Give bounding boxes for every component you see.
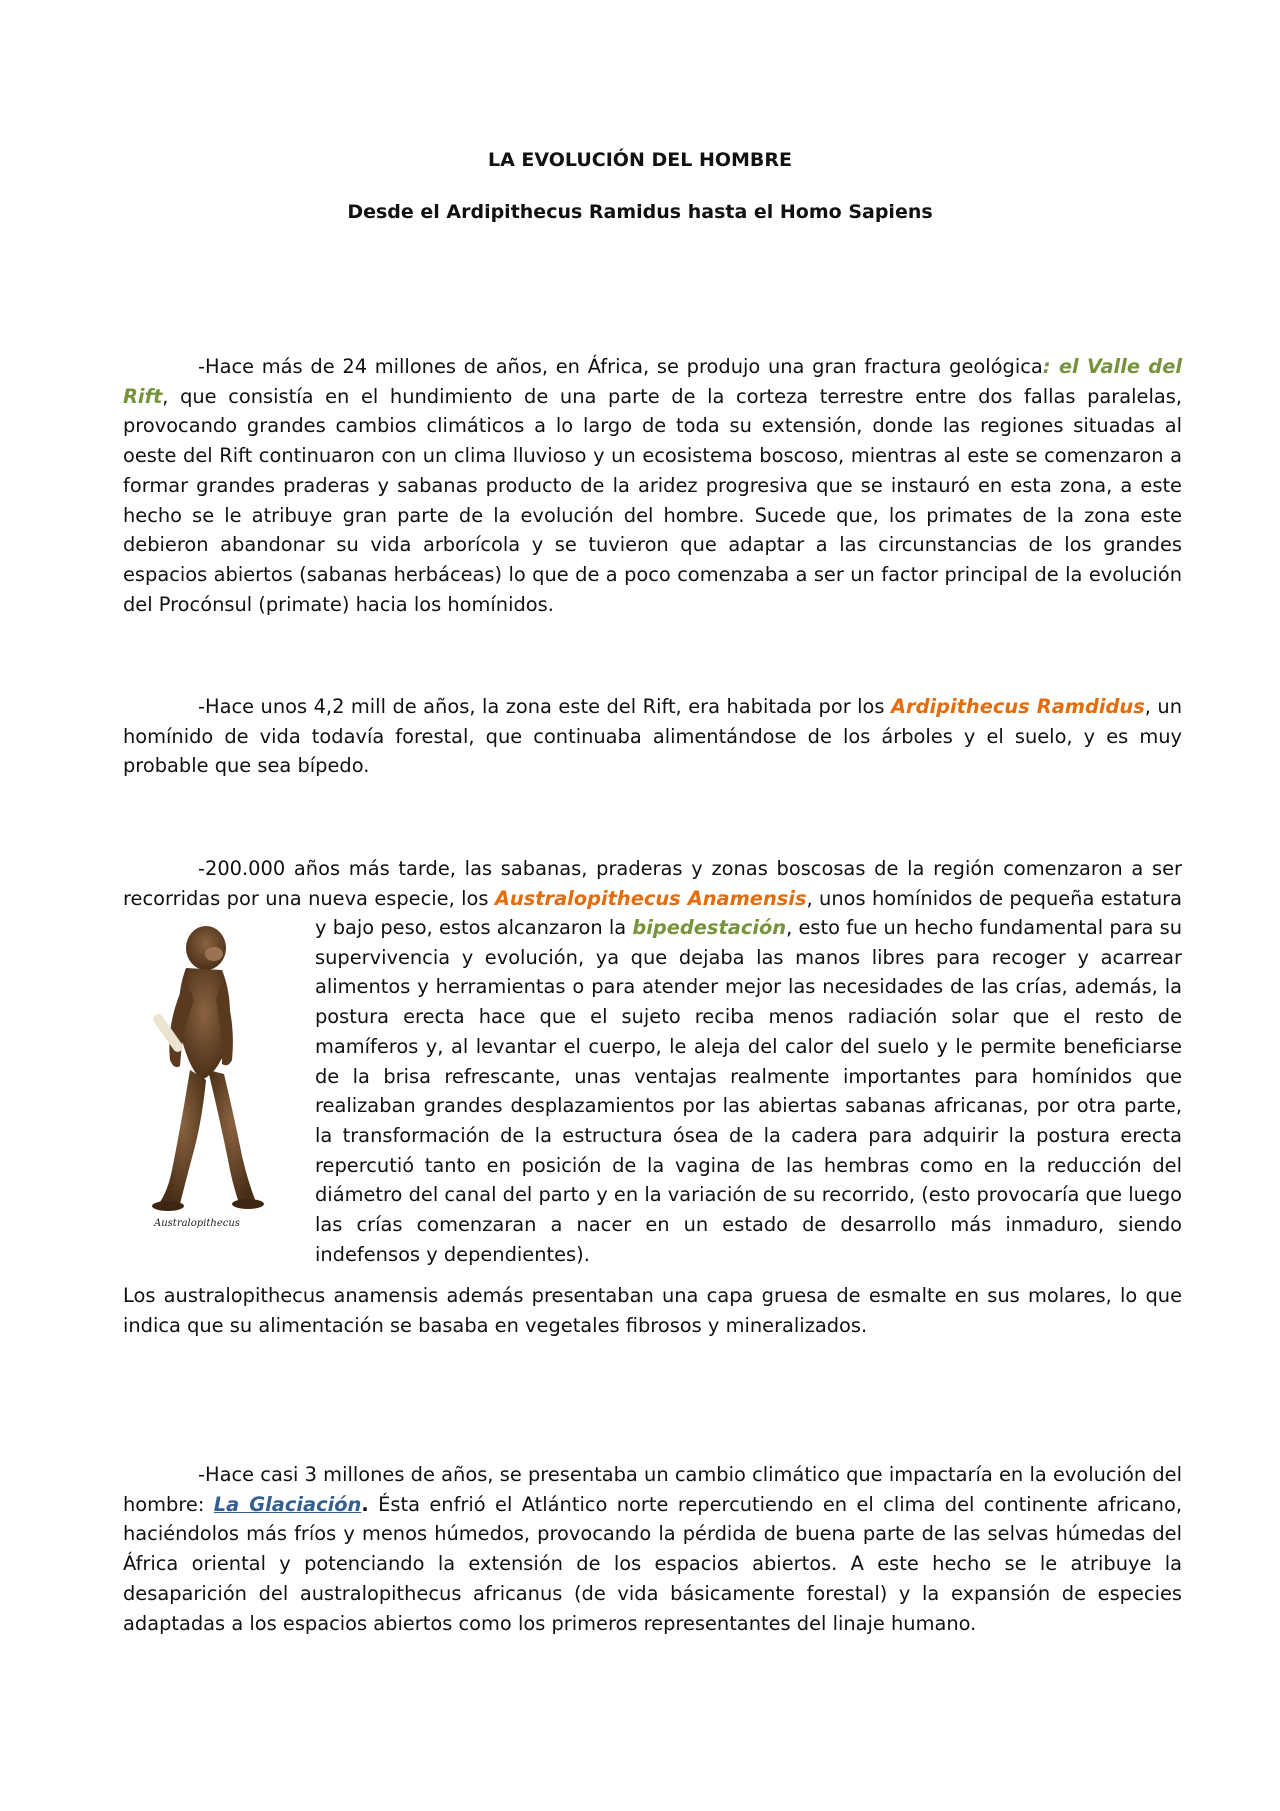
paragraph-glaciacion (123, 1460, 1182, 1638)
p3-text-c: y bajo peso, estos alcanzaron la (315, 916, 633, 939)
p4-text-b: Ésta enfrió el Atlántico norte repercutiendo en el clima del continente africano, haciéndolos más fríos y menos húmedos, provocando la pérdida de buena parte de las selvas húmedas del África oriental y potenciando la extensión de los espacios abiertos. A este hecho se le atribuye la desaparición del australopithecus africanus (de vida básicamente forestal) y la expansión de especies adaptadas a los espacios abiertos como los primeros representantes del linaje humano. (123, 1492, 1182, 1635)
p3-text-d: , esto fue un hecho fundamental para su supervivencia y evolución, ya que dejaba las manos libres para recoger y acarrear alimentos y herramientas o para atender mejor las necesidades de las crías, además, la postura erecta hace que el sujeto reciba menos radiación solar que el resto de mamíferos y, al levantar el cuerpo, le aleja del calor del suelo y le permite beneficiarse de la brisa refrescante, unas ventajas realmente importantes para homínidos que realizaban grandes desplazamientos por las abiertas sabanas africanas, por otra parte, la transformación de la estructura ósea de la cadera para adquirir la postura erecta repercutió tanto en posición de la vagina de las hembras como en la reducción del diámetro del canal del parto y en la variación de su recorrido, (esto provocaría que luego las crías comenzaran a nacer en un estado de desarrollo más inmaduro, siendo indefensos y dependientes). (315, 916, 1182, 1266)
p4-bold-dot: . (361, 1492, 369, 1516)
highlight-valle-del-rift: : el Valle del Rift (123, 355, 1182, 408)
highlight-australopithecus-anamensis: Australopithecus Anamensis (494, 886, 807, 910)
p3-text-e: Los australopithecus anamensis además presentaban una capa gruesa de esmalte en sus molares, lo que indica que su alimentación se basaba en vegetales fibrosos y mineralizados. (123, 1284, 1182, 1337)
paragraph-rift-valley (123, 352, 1182, 619)
highlight-ardipithecus: Ardipithecus Ramdidus (891, 695, 1145, 718)
paragraph-bipedestacion (315, 913, 1182, 1269)
paragraph-esmalte-molares (123, 1281, 1182, 1340)
highlight-bipedestacion: bipedestación (632, 916, 787, 939)
paragraph-australopithecus-intro (123, 854, 1182, 913)
p3-text-a: -200.000 años más tarde, las sabanas, praderas y zonas boscosas de la región comenzaron a ser recorridas por una nueva especie, los (123, 857, 1182, 910)
p1-text-a: -Hace más de 24 millones de años, en África, se produjo una gran fractura geológica (198, 355, 1043, 378)
australopithecus-figure (124, 920, 284, 1240)
p1-text-b: , que consistía en el hundimiento de una parte de la corteza terrestre entre dos fallas paralelas, provocando grandes cambios climáticos a lo largo de toda su extensión, donde las regiones situadas al oeste del Rift continuaron con un clima lluvioso y un ecosistema boscoso, mientras al este se comenzaron a formar grandes praderas y sabanas producto de la aridez progresiva que se instauró en esta zona, a este hecho se le atribuye gran parte de la evolución del hombre. Sucede que, los primates de la zona este debieron abandonar su vida arborícola y se tuvieron que adaptar a las circunstancias de los grandes espacios abiertos (sabanas herbáceas) lo que de a poco comenzaba a ser un factor principal de la evolución del Procónsul (primate) hacia los homínidos. (123, 384, 1182, 616)
australopithecus-image (124, 920, 284, 1220)
p2-text-a: -Hace unos 4,2 mill de años, la zona este del Rift, era habitada por los (198, 695, 892, 718)
p2-text-b: , un homínido de vida todavía forestal, que continuaba alimentándose de los árboles y el suelo, y es muy probable que sea bípedo. (123, 695, 1182, 778)
document-title: LA EVOLUCIÓN DEL HOMBRE (488, 149, 792, 171)
paragraph-ardipithecus (123, 692, 1182, 781)
figure-caption: Australopithecus (154, 1218, 240, 1229)
document-subtitle: Desde el Ardipithecus Ramidus hasta el Homo Sapiens (347, 201, 933, 223)
link-la-glaciacion[interactable]: La Glaciación (213, 1492, 362, 1516)
p3-text-b: , unos homínidos de pequeña estatura (806, 886, 1182, 910)
p4-text-a: -Hace casi 3 millones de años, se presentaba un cambio climático que impactaría en la evolución del hombre: (123, 1463, 1182, 1516)
